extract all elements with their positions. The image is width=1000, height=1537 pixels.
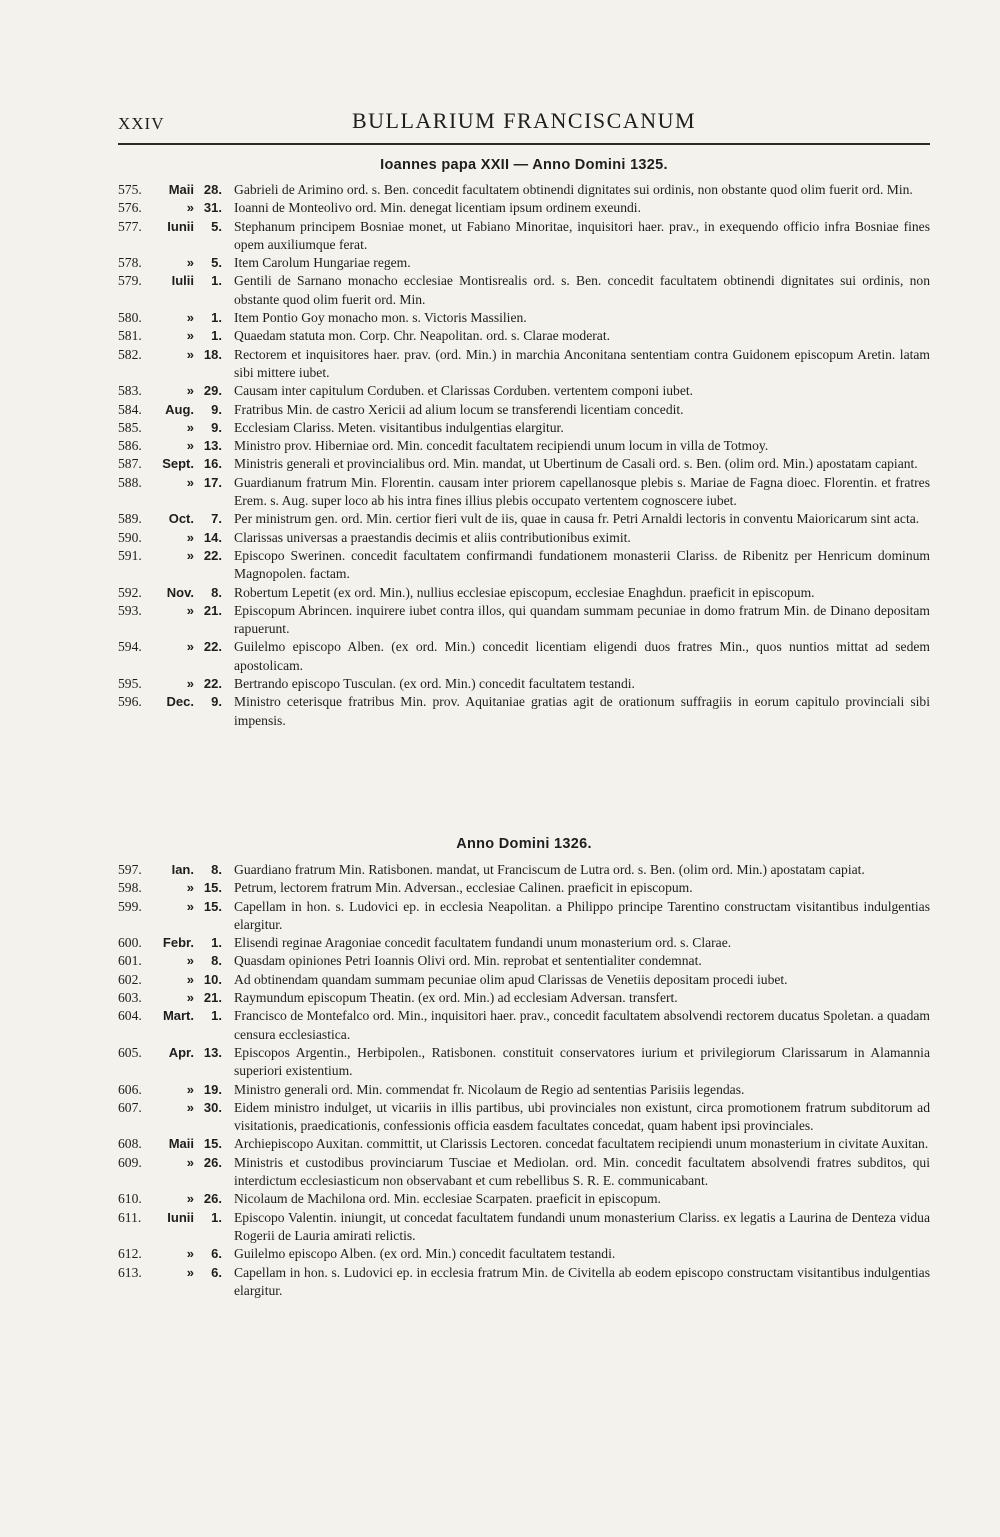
entry-month: Dec. [166, 694, 194, 710]
entry-row [118, 218, 930, 255]
entry-number: 613. [118, 1264, 142, 1280]
entry-number: 587. [118, 456, 142, 472]
section-heading-1325: Ioannes papa XXII — Anno Domini 1325. [380, 157, 668, 173]
entry-row [118, 382, 930, 400]
entry-number: 600. [118, 935, 142, 951]
entry-text: Clarissas universas a praestandis decimis et aliis contributionibus eximit. [234, 529, 631, 545]
entry-row [118, 1209, 930, 1246]
entry-text: Guardiano fratrum Min. Ratisbonen. mandat, ut Franciscum de Lutra ord. s. Ben. (olim ord. Min.) apostatam capiat. [234, 862, 865, 877]
entry-day: 18. [203, 346, 222, 362]
entry-text: Bertrando episcopo Tusculan. (ex ord. Min.) concedit facultatem testandi. [234, 676, 635, 692]
entry-month: » [186, 529, 194, 545]
entry-text: Petrum, lectorem fratrum Min. Adversan., ecclesiae Calinen. praeficit in episcopum. [234, 880, 693, 896]
entry-day: 8. [211, 953, 222, 969]
entry-month: Iunii [167, 218, 194, 234]
entry-text: Gentili de Sarnano monacho ecclesiae Montisrealis ord. s. Ben. concedit facultatem obtinendi dignitates sui ordinis, non obstante quod olim fuerit ord. Min. [234, 273, 930, 307]
entry-number: 577. [118, 218, 142, 234]
entry-number: 586. [118, 438, 142, 454]
entry-text: Episcopos Argentin., Herbipolen., Ratisbonen. constituit conservatores iurium et privilegiorum Clarissarum in Alamannia superiori existentium. [234, 1044, 930, 1079]
entry-text: Rectorem et inquisitores haer. prav. (ord. Min.) in marchia Anconitana sententiam contra Guidonem episcopum Aretin. latam sibi mittere iubet. [234, 346, 930, 380]
entry-text: Archiepiscopo Auxitan. committit, ut Clarissis Lectoren. concedat facultatem recipiendi unum monasterium in civitate Auxitan. [234, 1136, 929, 1152]
entry-row [118, 309, 930, 327]
entry-month: » [186, 547, 194, 563]
entry-number: 601. [118, 953, 142, 969]
entry-number: 593. [118, 602, 142, 618]
entry-row [118, 474, 930, 511]
entry-number: 609. [118, 1154, 142, 1170]
entry-text: Francisco de Montefalco ord. Min., inquisitori haer. prav., concedit facultatem absolvendi rectorem ducatus Spoletan. a quadam censura ecclesiastica. [234, 1008, 930, 1042]
entry-row [118, 1135, 930, 1153]
entry-month: » [186, 255, 194, 271]
entry-row [118, 254, 930, 272]
entry-text: Episcopo Valentin. iniungit, ut concedat facultatem fundandi unum monasterium Clariss. ex legatis a Laurina de Denteza vidua Rogerii de Lauria amirati relictis. [234, 1209, 930, 1243]
entry-row [118, 547, 930, 584]
entry-day: 8. [211, 862, 222, 877]
entry-month: Iulii [171, 273, 194, 289]
entry-text: Ministro generali ord. Min. commendat fr. Nicolaum de Regio ad sententias Parisiis legendas. [234, 1081, 745, 1097]
entry-day: 1. [211, 310, 222, 326]
entry-row [118, 327, 930, 345]
entry-day: 26. [203, 1154, 222, 1170]
entry-row [118, 529, 930, 547]
entry-number: 589. [118, 511, 142, 527]
entry-text: Ministro ceterisque fratribus Min. prov. Aquitaniae gratias agit de orationum suffragiis in eorum capitulo provinciali sibi impensis. [234, 694, 930, 728]
running-head [118, 106, 930, 138]
entry-month: » [186, 990, 194, 1006]
header-rule [118, 143, 930, 145]
entry-row [118, 419, 930, 437]
entry-row [118, 584, 930, 602]
entry-row [118, 1099, 930, 1136]
entry-month: » [186, 880, 194, 896]
entry-text: Ioanni de Monteolivo ord. Min. denegat licentiam ipsum ordinem exeundi. [234, 200, 641, 216]
entry-number: 598. [118, 880, 142, 896]
entry-month: Apr. [168, 1044, 194, 1060]
entry-month: Aug. [165, 401, 194, 417]
entry-text: Quasdam opiniones Petri Ioannis Olivi ord. Min. reprobat et sententialiter condemnat. [234, 953, 702, 969]
entry-text: Guardianum fratrum Min. Florentin. causam inter priorem capellanosque plebis s. Mariae de Fagna dioec. Florentin. et fratres Erem. s. Aug. super loco ab his intra fines illius plebis occupato vertentem cognoscere iubet. [234, 474, 930, 509]
entry-number: 581. [118, 328, 142, 344]
entry-number: 597. [118, 862, 142, 877]
entry-text: Raymundum episcopum Theatin. (ex ord. Min.) ad ecclesiam Adversan. transfert. [234, 990, 678, 1006]
entry-text: Item Pontio Goy monacho mon. s. Victoris Massilien. [234, 310, 527, 326]
entry-number: 590. [118, 529, 142, 545]
entry-number: 576. [118, 200, 142, 216]
entry-day: 30. [203, 1099, 222, 1115]
entry-month: » [186, 971, 194, 987]
entry-number: 610. [118, 1191, 142, 1207]
entry-day: 22. [203, 639, 222, 655]
entry-row [118, 693, 930, 730]
entry-row [118, 1190, 930, 1208]
entry-day: 1. [211, 935, 222, 951]
entry-text: Episcopum Abrincen. inquirere iubet contra illos, qui quandam summam pecuniae in domo fratrum Min. de Dinano depositam rapuerunt. [234, 602, 930, 637]
entry-day: 28. [203, 182, 222, 197]
entry-month: » [186, 639, 194, 655]
entries-1325 [118, 181, 930, 730]
entry-month: » [186, 1246, 194, 1262]
entry-month: » [186, 310, 194, 326]
entry-text: Ministris generali et provincialibus ord. Min. mandat, ut Ubertinum de Casali ord. s. Ben. (olim ord. Min.) apostatam capiant. [234, 456, 918, 472]
entry-day: 21. [203, 990, 222, 1006]
entry-number: 611. [118, 1209, 142, 1225]
entry-month: » [186, 1099, 194, 1115]
entry-month: » [186, 200, 194, 216]
entry-month: Maii [168, 182, 194, 197]
entry-day: 9. [211, 694, 222, 710]
entry-day: 5. [211, 255, 222, 271]
entry-number: 602. [118, 971, 142, 987]
entry-row [118, 952, 930, 970]
entry-row [118, 989, 930, 1007]
entry-text: Robertum Lepetit (ex ord. Min.), nullius ecclesiae episcopum, ecclesiae Enaghdun. praeficit in episcopum. [234, 584, 815, 600]
entry-row [118, 638, 930, 675]
entry-row [118, 346, 930, 383]
entry-month: Ian. [171, 862, 194, 877]
entry-text: Ministro prov. Hiberniae ord. Min. concedit facultatem recipiendi unum locum in villa de Totmoy. [234, 438, 769, 454]
entry-day: 15. [203, 880, 222, 896]
entry-number: 579. [118, 273, 142, 289]
running-title: BULLARIUM FRANCISCANUM [351, 108, 697, 133]
section-heading-1326: Anno Domini 1326. [456, 836, 592, 852]
entry-number: 595. [118, 676, 142, 692]
entry-number: 580. [118, 310, 142, 326]
entry-text: Stephanum principem Bosniae monet, ut Fabiano Minoritae, inquisitori haer. prav., in exequendo officio infra Bosniae fines opem auxiliumque ferat. [234, 218, 930, 252]
entry-text: Capellam in hon. s. Ludovici ep. in ecclesia fratrum Min. de Civitella ab eodem episcopo constructam visitantibus indulgentias elargitur. [234, 1264, 930, 1298]
entry-day: 22. [203, 676, 222, 692]
entry-row [118, 934, 930, 952]
entry-month: » [186, 676, 194, 692]
entry-text: Episcopo Swerinen. concedit facultatem confirmandi fundationem monasterii Clariss. de Ribenitz per Henricum dominum Magnopolen. factam. [234, 547, 930, 582]
entry-row [118, 1081, 930, 1099]
entry-number: 606. [118, 1081, 142, 1097]
entry-day: 17. [203, 474, 222, 490]
entry-day: 15. [203, 1136, 222, 1152]
entry-day: 10. [203, 971, 222, 987]
entry-day: 1. [211, 328, 222, 344]
entry-row [118, 898, 930, 935]
entry-month: Iunii [167, 1209, 194, 1225]
entry-number: 583. [118, 383, 142, 399]
entry-day: 9. [211, 419, 222, 435]
entry-number: 596. [118, 694, 142, 710]
entry-day: 5. [211, 218, 222, 234]
entry-month: Maii [168, 1136, 194, 1152]
entry-number: 584. [118, 401, 142, 417]
entry-row [118, 1154, 930, 1191]
entry-day: 31. [203, 200, 222, 216]
entry-day: 6. [211, 1246, 222, 1262]
entry-text: Causam inter capitulum Corduben. et Clarissas Corduben. vertentem componi iubet. [234, 383, 694, 399]
entries-1326 [118, 861, 930, 1300]
entry-row [118, 199, 930, 217]
entry-row [118, 971, 930, 989]
entry-text: Capellam in hon. s. Ludovici ep. in ecclesia Neapolitan. a Philippo principe Tarentino constructam visitantibus indulgentias elargitur. [234, 898, 930, 932]
entry-row [118, 272, 930, 309]
entry-month: » [186, 346, 194, 362]
entry-day: 26. [203, 1191, 222, 1207]
entry-month: » [186, 898, 194, 914]
entry-month: Febr. [162, 935, 194, 951]
entry-number: 608. [118, 1136, 142, 1152]
entry-month: Oct. [168, 511, 194, 527]
entry-row [118, 861, 930, 879]
entry-month: Mart. [162, 1008, 194, 1024]
entry-text: Per ministrum gen. ord. Min. certior fieri vult de iis, quae in causa fr. Petri Arnaldi lectoris in conventu Maioricarum sint acta. [234, 511, 920, 527]
entry-row [118, 437, 930, 455]
entry-day: 14. [203, 529, 222, 545]
entry-row [118, 455, 930, 473]
entry-row [118, 1044, 930, 1081]
entry-text: Nicolaum de Machilona ord. Min. ecclesiae Scarpaten. praeficit in episcopum. [234, 1191, 661, 1207]
entry-row [118, 602, 930, 639]
entry-text: Fratribus Min. de castro Xericii ad alium locum se transferendi licentiam concedit. [234, 401, 684, 417]
entry-day: 13. [203, 1044, 222, 1060]
entry-row [118, 675, 930, 693]
entry-day: 29. [203, 383, 222, 399]
entry-month: » [186, 1264, 194, 1280]
entry-row [118, 181, 930, 199]
entry-month: » [186, 383, 194, 399]
entry-row [118, 510, 930, 528]
entry-number: 599. [118, 898, 142, 914]
entry-text: Guilelmo episcopo Alben. (ex ord. Min.) concedit facultatem testandi. [234, 1246, 616, 1262]
entry-day: 7. [211, 511, 222, 527]
entry-number: 592. [118, 584, 142, 600]
entry-text: Ministris et custodibus provinciarum Tusciae et Mediolan. ord. Min. concedit facultatem absolvendi fratres subditos, qui interdictum ecclesiasticum non observabant et cum rebellibus S. R. E. communicabant. [234, 1154, 930, 1189]
entry-number: 591. [118, 547, 142, 563]
entry-month: » [186, 438, 194, 454]
entry-text: Elisendi reginae Aragoniae concedit facultatem fundandi unum monasterium ord. s. Clarae. [234, 935, 732, 951]
entry-number: 575. [118, 182, 142, 197]
entry-day: 9. [211, 401, 222, 417]
entry-month: Nov. [166, 584, 194, 600]
entry-number: 588. [118, 474, 142, 490]
entry-day: 15. [203, 898, 222, 914]
entry-row [118, 401, 930, 419]
entry-month: » [186, 953, 194, 969]
entry-text: Gabrieli de Arimino ord. s. Ben. concedit facultatem obtinendi dignitates sui ordinis, non obstante quod olim fuerit ord. Min. [234, 182, 913, 197]
entry-month: » [186, 474, 194, 490]
entry-number: 594. [118, 639, 142, 655]
entry-month: » [186, 1154, 194, 1170]
entry-day: 1. [211, 1008, 222, 1024]
entry-day: 1. [211, 1209, 222, 1225]
entry-day: 22. [203, 547, 222, 563]
entry-month: » [186, 1191, 194, 1207]
entry-number: 578. [118, 255, 142, 271]
entry-number: 582. [118, 346, 142, 362]
entry-row [118, 879, 930, 897]
entry-day: 8. [211, 584, 222, 600]
page-folio: XXIV [118, 114, 165, 133]
entry-day: 6. [211, 1264, 222, 1280]
entry-day: 19. [203, 1081, 222, 1097]
entry-number: 605. [118, 1044, 142, 1060]
entry-number: 604. [118, 1008, 142, 1024]
entry-day: 16. [203, 456, 222, 472]
entry-row [118, 1007, 930, 1044]
entry-number: 585. [118, 419, 142, 435]
entry-text: Ecclesiam Clariss. Meten. visitantibus indulgentias elargitur. [234, 419, 564, 435]
entry-text: Eidem ministro indulget, ut vicariis in illis partibus, ubi provinciales non existunt, circa promotionem fratrum subditorum ad visitationis, praedicationis, confessionis officia easdem facultates concedat, quam habent ipsi provinciales. [234, 1099, 930, 1134]
entry-text: Item Carolum Hungariae regem. [234, 255, 411, 271]
entry-row [118, 1264, 930, 1301]
entry-text: Quaedam statuta mon. Corp. Chr. Neapolitan. ord. s. Clarae moderat. [234, 328, 610, 344]
entry-number: 607. [118, 1099, 142, 1115]
entry-number: 603. [118, 990, 142, 1006]
entry-number: 612. [118, 1246, 142, 1262]
entry-month: » [186, 602, 194, 618]
entry-month: » [186, 1081, 194, 1097]
entry-month: » [186, 419, 194, 435]
entry-text: Guilelmo episcopo Alben. (ex ord. Min.) concedit licentiam eligendi duos fratres Min., quos nuntios mittat ad sedem apostolicam. [234, 639, 930, 673]
entry-month: » [186, 328, 194, 344]
entry-day: 13. [203, 438, 222, 454]
entry-row [118, 1245, 930, 1263]
entry-text: Ad obtinendam quandam summam pecuniae olim apud Clarissas de Venetiis depositam procedi iubet. [234, 971, 788, 987]
entry-day: 1. [211, 273, 222, 289]
entry-day: 21. [203, 602, 222, 618]
entry-month: Sept. [162, 456, 194, 472]
